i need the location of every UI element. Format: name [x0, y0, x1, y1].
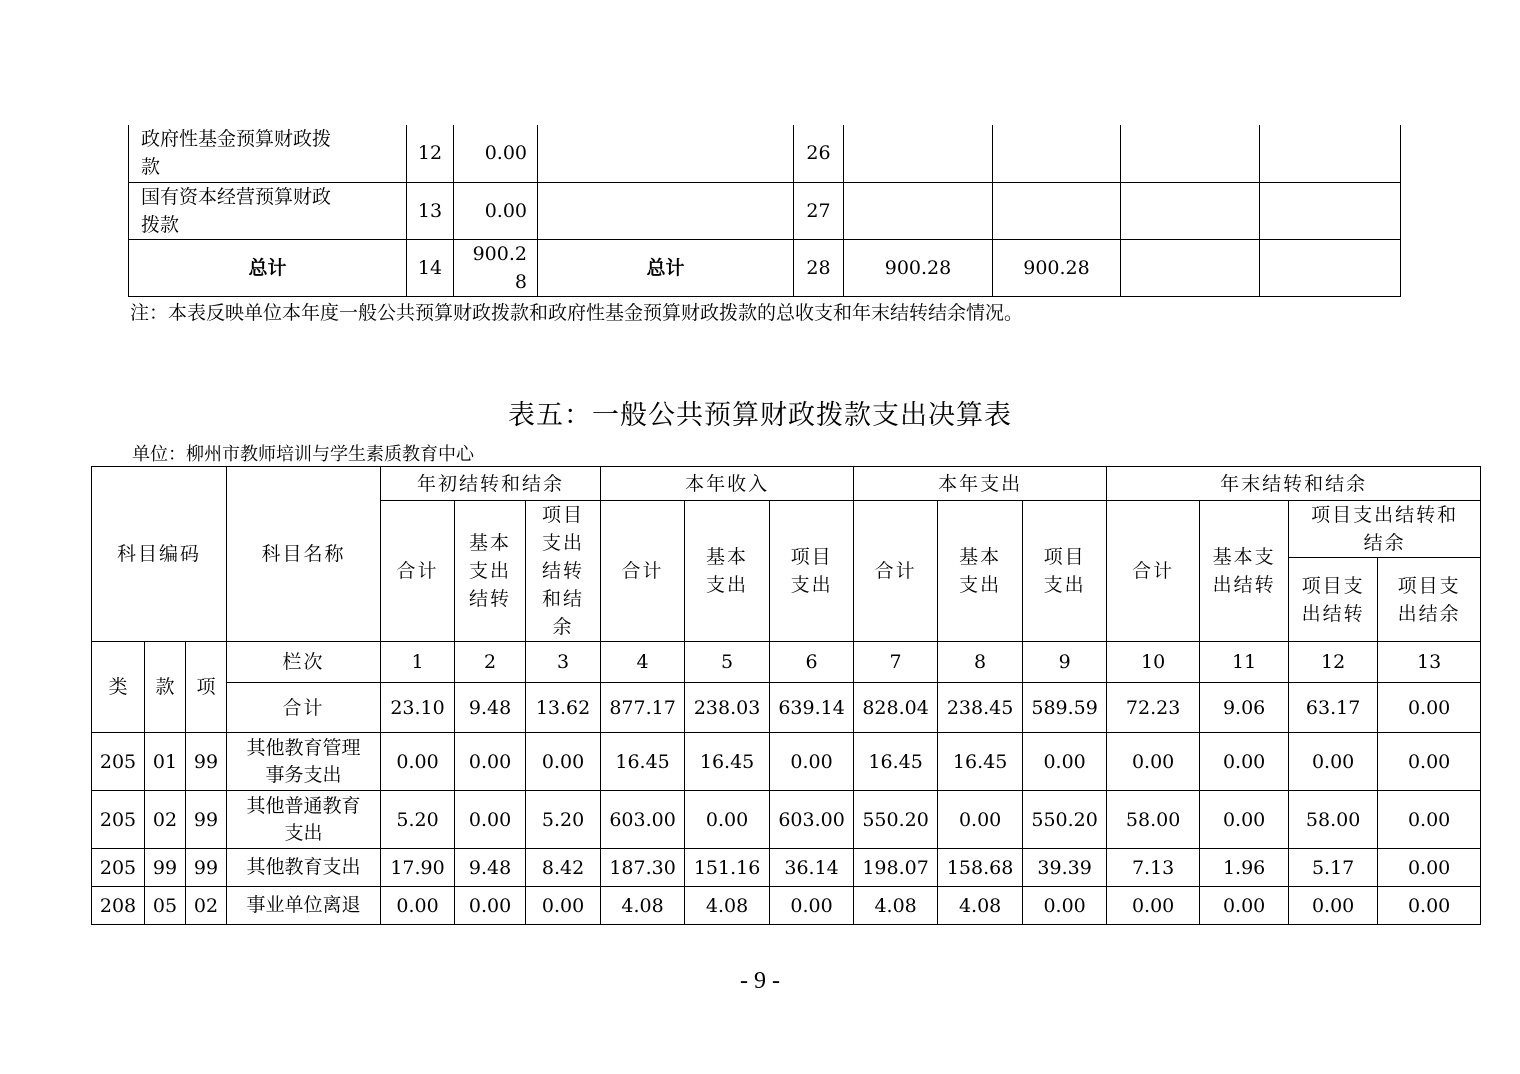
column-number: 12	[1289, 642, 1378, 683]
right-row-number: 27	[794, 182, 844, 239]
cell-value: 0.00	[1378, 887, 1481, 925]
table-row	[92, 887, 1481, 925]
cell-value: 0.00	[1023, 887, 1107, 925]
cell-lei: 205	[92, 733, 145, 791]
header-basic-carryover: 基本支 出结转	[1200, 501, 1289, 642]
total-value: 900.2 8	[454, 239, 538, 296]
cell-value: 0.00	[381, 887, 455, 925]
header-row-1	[92, 467, 1481, 501]
cell-value: 4.08	[601, 887, 685, 925]
cell-value: 0.00	[1289, 887, 1378, 925]
header-code: 科目编码	[92, 467, 227, 642]
cell-name: 其他教育支出	[227, 849, 381, 887]
cell-lei: 205	[92, 849, 145, 887]
header-project-carryover: 项目支 出结转	[1289, 558, 1378, 642]
total-label-right: 总计	[538, 239, 794, 296]
cell-value: 0.00	[770, 887, 854, 925]
cell-value: 0.00	[1023, 733, 1107, 791]
top-summary-table	[128, 125, 1401, 297]
cell-value: 0.00	[1289, 733, 1378, 791]
cell-value: 187.30	[601, 849, 685, 887]
header-lanci: 栏次	[227, 642, 381, 683]
header-basic: 基本 支出	[685, 501, 770, 642]
cell-value: 550.20	[1023, 791, 1107, 849]
cell-value: 0.00	[526, 887, 601, 925]
table-row	[92, 849, 1481, 887]
column-number: 4	[601, 642, 685, 683]
header-basic: 基本 支出 结转	[455, 501, 526, 642]
expenditure-table	[91, 466, 1481, 925]
column-number: 11	[1200, 642, 1289, 683]
total-cell: 828.04	[854, 683, 938, 733]
page-title: 表五：一般公共预算财政拨款支出决算表	[508, 400, 1012, 431]
cell-value: 0.00	[1378, 733, 1481, 791]
cell-value: 17.90	[381, 849, 455, 887]
cell-value: 5.17	[1289, 849, 1378, 887]
header-project: 项目 支出	[1023, 501, 1107, 642]
cell-lei: 208	[92, 887, 145, 925]
header-total: 合计	[381, 501, 455, 642]
cell-value: 151.16	[685, 849, 770, 887]
cell-value: 16.45	[685, 733, 770, 791]
column-number: 1	[381, 642, 455, 683]
total-label: 合计	[227, 683, 381, 733]
empty-cell	[1121, 182, 1260, 239]
cell-value: 8.42	[526, 849, 601, 887]
right-row-number: 26	[794, 125, 844, 182]
cell-value: 0.00	[938, 791, 1023, 849]
row-number: 13	[407, 182, 454, 239]
row-value: 0.00	[454, 182, 538, 239]
cell-xiang: 02	[186, 887, 227, 925]
cell-value: 0.00	[770, 733, 854, 791]
cell-value: 0.00	[381, 733, 455, 791]
cell-value: 39.39	[1023, 849, 1107, 887]
total-cell: 238.45	[938, 683, 1023, 733]
cell-value: 0.00	[1107, 887, 1200, 925]
cell-value: 58.00	[1107, 791, 1200, 849]
column-number-row	[92, 642, 1481, 683]
empty-cell	[844, 125, 993, 182]
total-value-right-1: 900.28	[844, 239, 993, 296]
cell-name: 其他教育管理 事务支出	[227, 733, 381, 791]
header-project: 项目 支出	[770, 501, 854, 642]
empty-cell	[1260, 125, 1401, 182]
header-project-carryover-group: 项目支出结转和 结余	[1289, 501, 1481, 558]
cell-value: 158.68	[938, 849, 1023, 887]
empty-cell	[538, 182, 794, 239]
cell-xiang: 99	[186, 849, 227, 887]
row-number: 12	[407, 125, 454, 182]
header-project-balance: 项目支 出结余	[1378, 558, 1481, 642]
cell-xiang: 99	[186, 733, 227, 791]
total-cell: 9.48	[455, 683, 526, 733]
column-number: 7	[854, 642, 938, 683]
cell-value: 4.08	[938, 887, 1023, 925]
cell-value: 36.14	[770, 849, 854, 887]
column-number: 9	[1023, 642, 1107, 683]
cell-value: 603.00	[601, 791, 685, 849]
cell-value: 4.08	[854, 887, 938, 925]
total-number-right: 28	[794, 239, 844, 296]
cell-value: 0.00	[1107, 733, 1200, 791]
cell-value: 0.00	[1378, 849, 1481, 887]
cell-value: 9.48	[455, 849, 526, 887]
table-row	[92, 733, 1481, 791]
cell-lei: 205	[92, 791, 145, 849]
cell-value: 0.00	[1378, 791, 1481, 849]
empty-cell	[1121, 125, 1260, 182]
header-project: 项目 支出 结转 和结 余	[526, 501, 601, 642]
cell-value: 1.96	[1200, 849, 1289, 887]
top-table-total-row	[129, 239, 1401, 296]
empty-cell	[538, 125, 794, 182]
cell-value: 0.00	[455, 887, 526, 925]
header-basic: 基本 支出	[938, 501, 1023, 642]
table-note: 注：本表反映单位本年度一般公共预算财政拨款和政府性基金预算财政拨款的总收支和年末结转结余情况。	[130, 302, 1024, 324]
total-number: 14	[407, 239, 454, 296]
total-cell: 0.00	[1378, 683, 1481, 733]
cell-value: 7.13	[1107, 849, 1200, 887]
total-cell: 639.14	[770, 683, 854, 733]
cell-kuan: 05	[145, 887, 186, 925]
column-number: 8	[938, 642, 1023, 683]
header-xiang: 项	[186, 642, 227, 733]
header-lei: 类	[92, 642, 145, 733]
empty-cell	[993, 125, 1121, 182]
cell-kuan: 02	[145, 791, 186, 849]
header-total: 合计	[854, 501, 938, 642]
column-number: 13	[1378, 642, 1481, 683]
empty-cell	[993, 182, 1121, 239]
total-cell: 63.17	[1289, 683, 1378, 733]
cell-value: 0.00	[1200, 791, 1289, 849]
page-number: - 9 -	[740, 968, 780, 994]
cell-value: 58.00	[1289, 791, 1378, 849]
empty-cell	[1260, 182, 1401, 239]
cell-value: 0.00	[526, 733, 601, 791]
table-row	[92, 791, 1481, 849]
column-number: 2	[455, 642, 526, 683]
cell-value: 198.07	[854, 849, 938, 887]
total-cell: 589.59	[1023, 683, 1107, 733]
empty-cell	[1121, 239, 1260, 296]
top-table-row	[129, 182, 1401, 239]
cell-value: 5.20	[526, 791, 601, 849]
header-expenditure: 本年支出	[854, 467, 1107, 501]
header-total: 合计	[601, 501, 685, 642]
top-table-row	[129, 125, 1401, 182]
total-cell: 13.62	[526, 683, 601, 733]
total-cell: 72.23	[1107, 683, 1200, 733]
column-number: 6	[770, 642, 854, 683]
cell-name: 事业单位离退	[227, 887, 381, 925]
cell-value: 0.00	[1200, 733, 1289, 791]
column-number: 3	[526, 642, 601, 683]
cell-xiang: 99	[186, 791, 227, 849]
cell-value: 16.45	[601, 733, 685, 791]
total-cell: 23.10	[381, 683, 455, 733]
total-row	[92, 683, 1481, 733]
total-cell: 238.03	[685, 683, 770, 733]
cell-value: 16.45	[938, 733, 1023, 791]
cell-value: 0.00	[455, 791, 526, 849]
column-number: 5	[685, 642, 770, 683]
empty-cell	[844, 182, 993, 239]
header-total: 合计	[1107, 501, 1200, 642]
cell-value: 0.00	[455, 733, 526, 791]
row-label: 国有资本经营预算财政 拨款	[129, 182, 407, 239]
row-value: 0.00	[454, 125, 538, 182]
cell-kuan: 01	[145, 733, 186, 791]
cell-value: 0.00	[1200, 887, 1289, 925]
unit-label: 单位：柳州市教师培训与学生素质教育中心	[132, 444, 474, 465]
cell-kuan: 99	[145, 849, 186, 887]
total-label: 总计	[129, 239, 407, 296]
cell-value: 16.45	[854, 733, 938, 791]
row-label: 政府性基金预算财政拨 款	[129, 125, 407, 182]
column-number: 10	[1107, 642, 1200, 683]
header-kuan: 款	[145, 642, 186, 733]
cell-name: 其他普通教育 支出	[227, 791, 381, 849]
empty-cell	[1260, 239, 1401, 296]
header-income: 本年收入	[601, 467, 854, 501]
total-cell: 877.17	[601, 683, 685, 733]
total-cell: 9.06	[1200, 683, 1289, 733]
cell-value: 0.00	[685, 791, 770, 849]
cell-value: 550.20	[854, 791, 938, 849]
header-name: 科目名称	[227, 467, 381, 642]
cell-value: 4.08	[685, 887, 770, 925]
header-closing-balance: 年末结转和结余	[1107, 467, 1481, 501]
cell-value: 5.20	[381, 791, 455, 849]
cell-value: 603.00	[770, 791, 854, 849]
header-opening-balance: 年初结转和结余	[381, 467, 601, 501]
total-value-right-2: 900.28	[993, 239, 1121, 296]
